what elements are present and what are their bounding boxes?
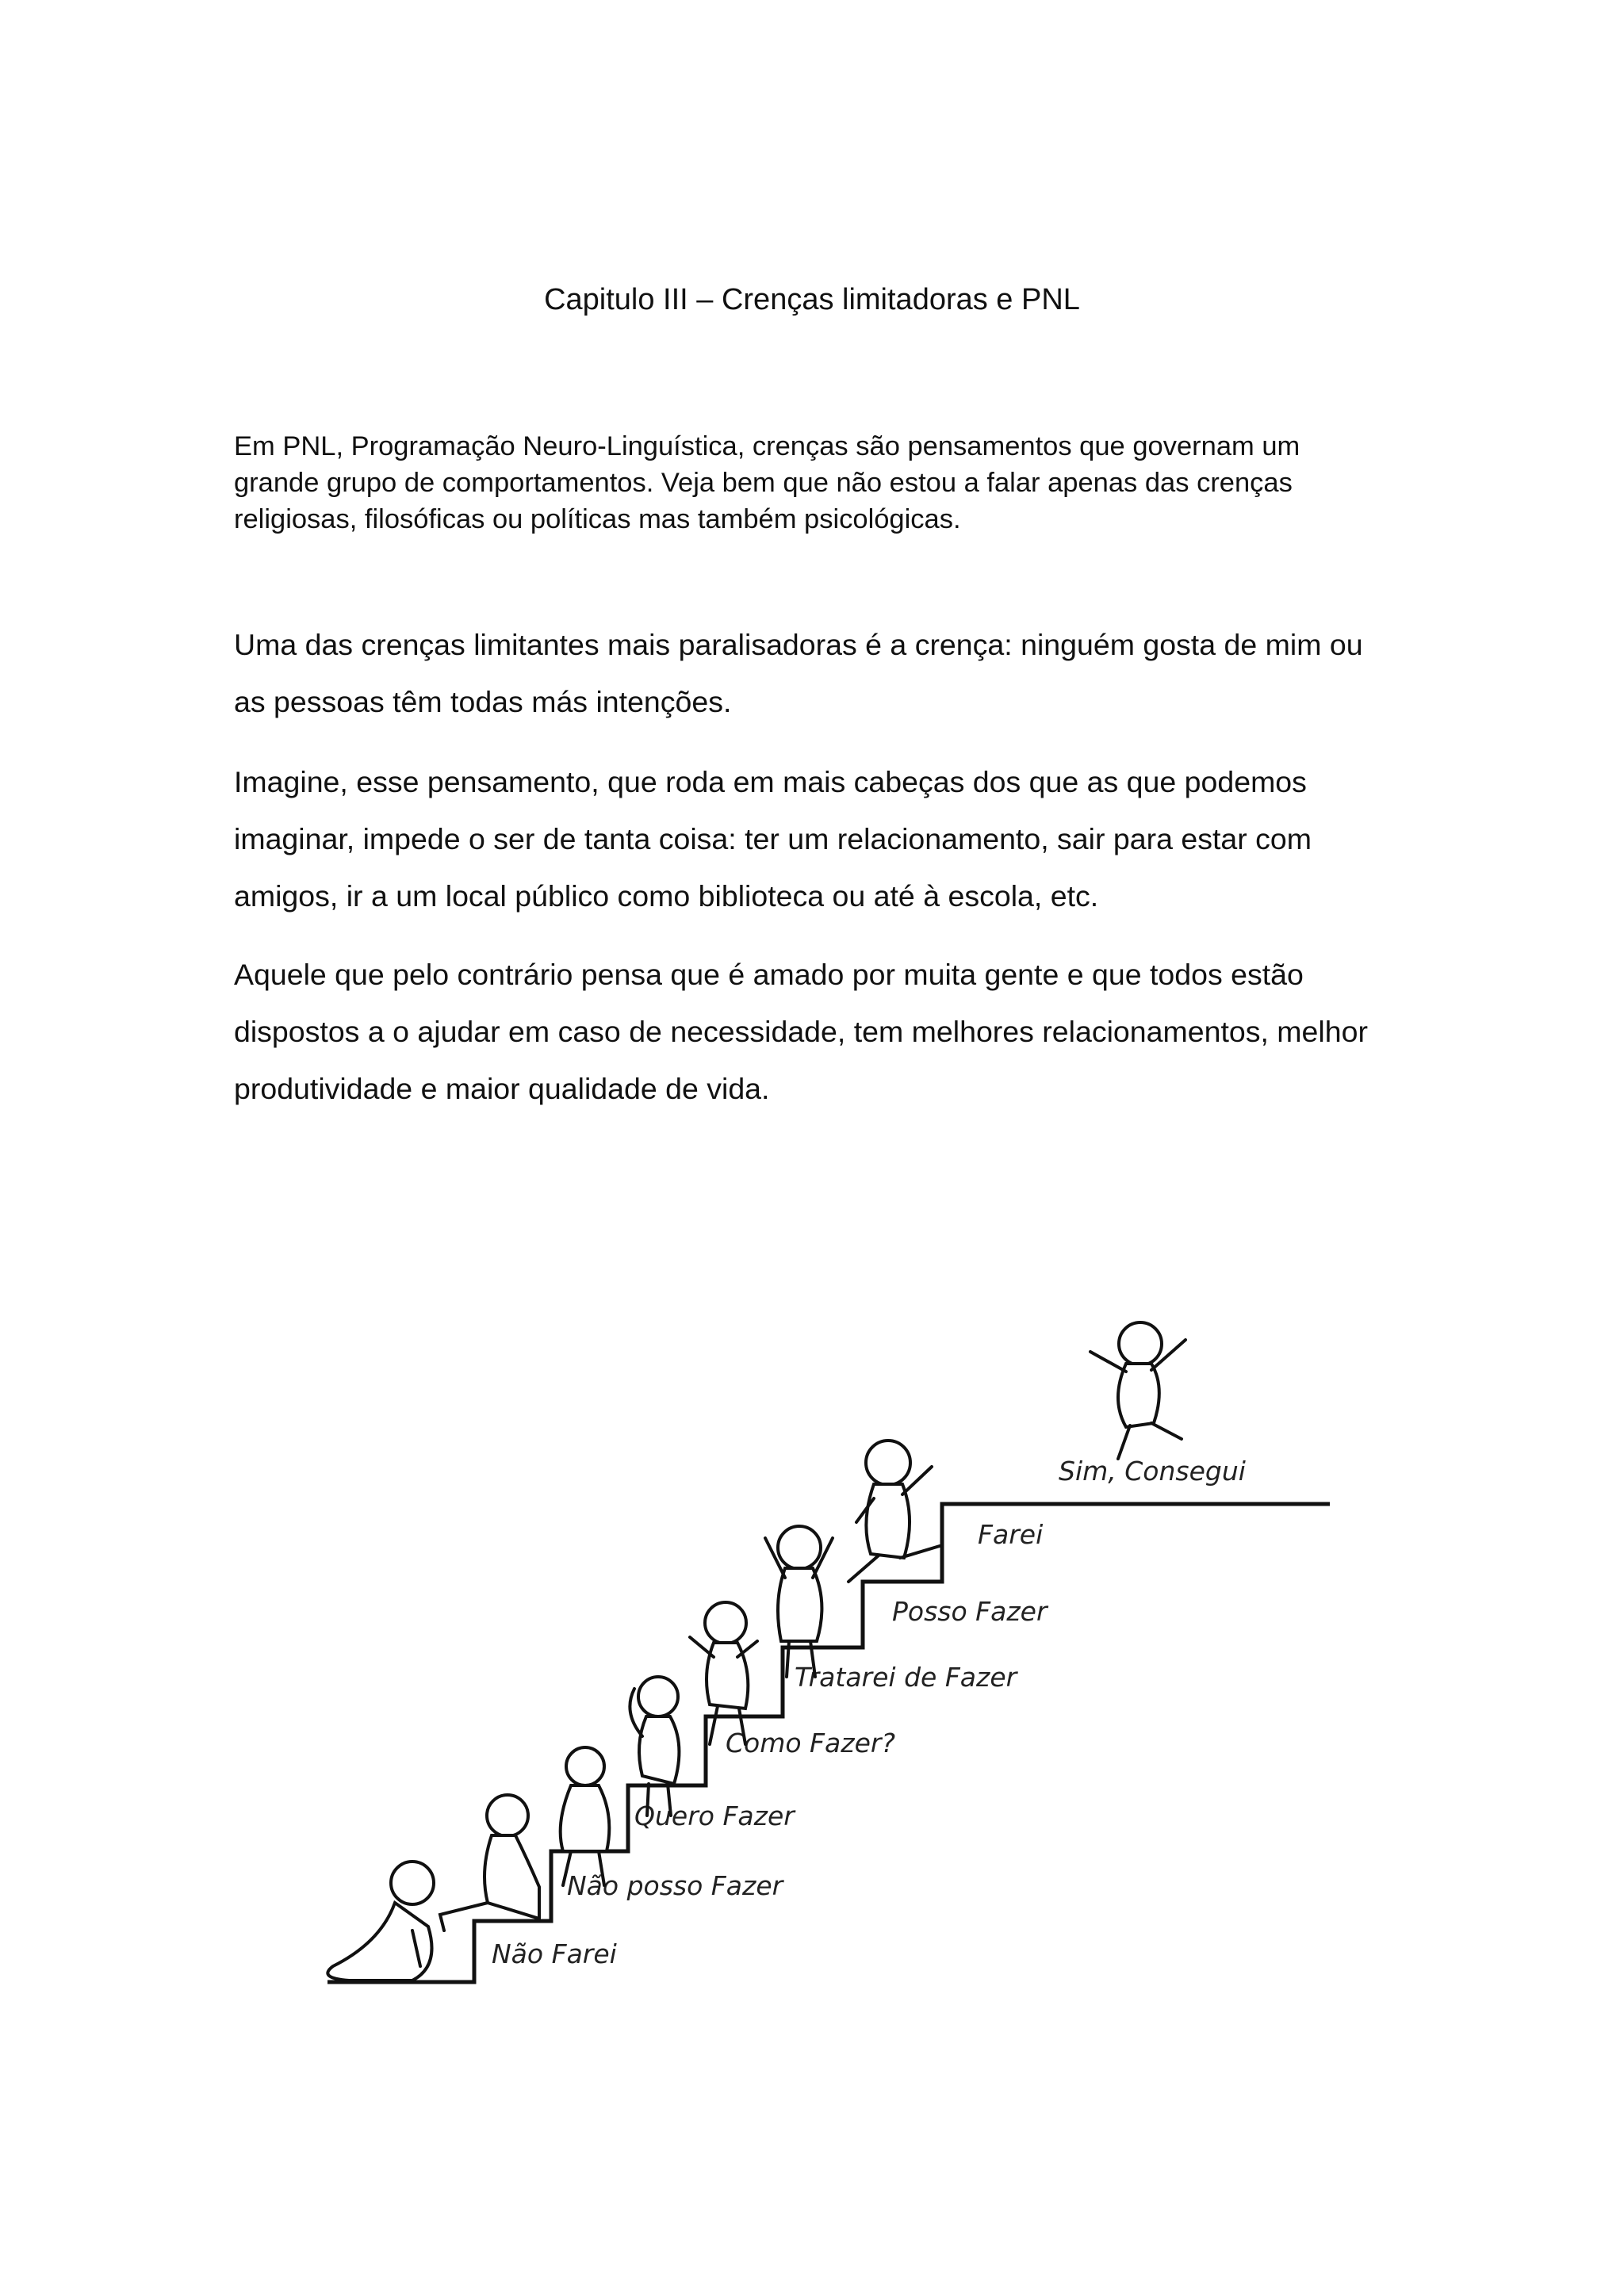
- figure-person-stepping-up: [848, 1441, 940, 1582]
- staircase-illustration: [301, 1269, 1364, 2006]
- paragraph-line: Em PNL, Programação Neuro-Linguística, crenças são pensamentos que governam um: [234, 431, 1300, 461]
- figure-person-sitting: [327, 1862, 434, 1980]
- paragraph-line: imaginar, impede o ser de tanta coisa: ter um relacionamento, sair para estar com: [234, 822, 1312, 855]
- paragraph-line: produtividade e maior qualidade de vida.: [234, 1072, 770, 1105]
- paragraph-intro: [234, 428, 1423, 538]
- figure-person-jumping: [1090, 1322, 1185, 1459]
- figure-person-standing-back: [561, 1747, 610, 1885]
- staircase-svg: [301, 1269, 1364, 2006]
- figure-person-trying: [690, 1602, 757, 1744]
- paragraph-line: Aquele que pelo contrário pensa que é amado por muita gente e que todos estão: [234, 958, 1304, 991]
- step-label-quero-fazer: Quero Fazer: [634, 1800, 795, 1831]
- figure-person-thinking: [630, 1677, 679, 1816]
- paragraph-line: amigos, ir a um local público como biblioteca ou até à escola, etc.: [234, 879, 1099, 913]
- paragraph-limiting-belief: [234, 616, 1423, 730]
- step-label-sim-consegui: Sim, Consegui: [1059, 1456, 1246, 1487]
- step-label-tratarei-de-fazer: Tratarei de Fazer: [795, 1662, 1017, 1693]
- paragraph-line: dispostos a o ajudar em caso de necessidade, tem melhores relacionamentos, melhor: [234, 1015, 1368, 1048]
- paragraph-line: as pessoas têm todas más intenções.: [234, 685, 732, 718]
- figure-person-resting: [440, 1795, 539, 1931]
- paragraph-line: religiosas, filosóficas ou políticas mas também psicológicas.: [234, 504, 961, 534]
- paragraph-line: grande grupo de comportamentos. Veja bem que não estou a falar apenas das crenças: [234, 468, 1293, 498]
- step-label-nao-farei: Não Farei: [492, 1938, 617, 1969]
- chapter-title: Capitulo III – Crenças limitadoras e PNL: [544, 283, 1080, 316]
- step-label-como-fazer: Como Fazer?: [726, 1728, 895, 1758]
- figure-person-arms-up: [765, 1526, 833, 1677]
- step-label-farei: Farei: [978, 1519, 1044, 1550]
- paragraph-contrary: [234, 946, 1423, 1117]
- step-label-posso-fazer: Posso Fazer: [892, 1596, 1048, 1627]
- paragraph-imagine: [234, 753, 1423, 924]
- paragraph-line: Uma das crenças limitantes mais paralisadoras é a crença: ninguém gosta de mim ou: [234, 628, 1363, 661]
- paragraph-line: Imagine, esse pensamento, que roda em mais cabeças dos que as que podemos: [234, 765, 1307, 798]
- step-label-nao-posso-fazer: Não posso Fazer: [567, 1870, 783, 1901]
